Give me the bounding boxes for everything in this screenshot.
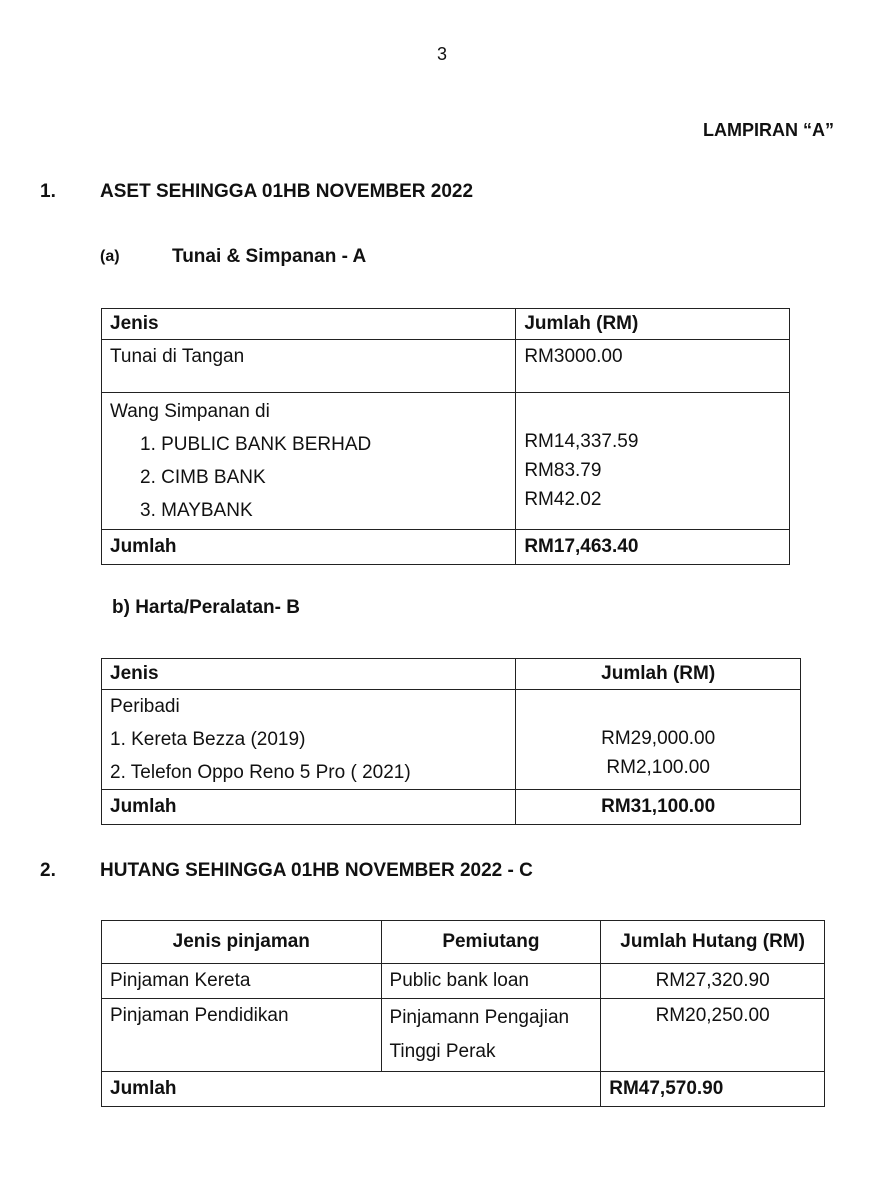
asset-item: 2. Telefon Oppo Reno 5 Pro ( 2021): [110, 762, 411, 783]
bank-amount: RM14,337.59: [524, 431, 639, 452]
table-b-total-label: Jumlah: [102, 790, 516, 825]
asset-amount: RM29,000.00: [601, 728, 716, 749]
items-cell: [102, 690, 516, 790]
asset-amount: RM2,100.00: [606, 757, 710, 778]
bank-amount: RM83.79: [524, 460, 602, 481]
sub-a-label: (a): [100, 248, 120, 265]
savings-amounts-cell: [516, 393, 790, 530]
loan-type: Pinjaman Kereta: [102, 964, 382, 999]
table-c-header-jenis: Jenis pinjaman: [102, 921, 382, 964]
table-c-header-pemiutang: Pemiutang: [381, 921, 601, 964]
table-c-header-jumlah: Jumlah Hutang (RM): [601, 921, 825, 964]
table-harta-peralatan: [101, 658, 801, 825]
items-amounts-cell: [516, 690, 801, 790]
savings-label: Wang Simpanan di: [110, 401, 270, 422]
table-tunai-simpanan: [101, 308, 790, 565]
table-row: [102, 999, 825, 1072]
table-b-header-jumlah: Jumlah (RM): [516, 659, 801, 690]
loan-type: Pinjaman Pendidikan: [102, 999, 382, 1072]
table-b-total-row: [102, 790, 801, 825]
table-c-total-row: [102, 1072, 825, 1107]
table-c-total-value: RM47,570.90: [601, 1072, 825, 1107]
section-2-title: HUTANG SEHINGGA 01HB NOVEMBER 2022 - C: [100, 860, 533, 881]
asset-item: 1. Kereta Bezza (2019): [110, 729, 306, 750]
table-b-total-value: RM31,100.00: [516, 790, 801, 825]
creditor-line: Tinggi Perak: [389, 1041, 496, 1062]
table-hutang: [101, 920, 825, 1107]
loan-creditor: [381, 999, 601, 1072]
cash-label: Tunai di Tangan: [102, 340, 516, 393]
table-c-header-row: [102, 921, 825, 964]
loan-amount: RM20,250.00: [601, 999, 825, 1072]
table-row: [102, 964, 825, 999]
section-1-number: 1.: [40, 181, 56, 202]
cash-value: RM3000.00: [516, 340, 790, 393]
table-a-header-row: [102, 309, 790, 340]
section-1-title: ASET SEHINGGA 01HB NOVEMBER 2022: [100, 181, 474, 202]
creditor-line: Pinjamann Pengajian: [389, 1007, 570, 1028]
bank-item: 2. CIMB BANK: [140, 467, 266, 488]
page-number: 3: [436, 44, 447, 64]
table-a-header-jenis: Jenis: [102, 309, 516, 340]
table-a-total-value: RM17,463.40: [516, 530, 790, 565]
group-label: Peribadi: [110, 696, 180, 717]
savings-cell: [102, 393, 516, 530]
lampiran-label: LAMPIRAN “A”: [703, 120, 834, 140]
bank-item: 1. PUBLIC BANK BERHAD: [140, 434, 372, 455]
table-a-header-jumlah: Jumlah (RM): [516, 309, 790, 340]
loan-amount: RM27,320.90: [601, 964, 825, 999]
table-a-row-cash: [102, 340, 790, 393]
sub-a-title: Tunai & Simpanan - A: [172, 246, 367, 267]
table-c-total-label: Jumlah: [102, 1072, 601, 1107]
bank-item: 3. MAYBANK: [140, 500, 253, 521]
table-b-header-row: [102, 659, 801, 690]
section-2-number: 2.: [40, 860, 56, 881]
table-a-total-row: [102, 530, 790, 565]
table-b-row-items: [102, 690, 801, 790]
table-b-header-jenis: Jenis: [102, 659, 516, 690]
sub-b-title: b) Harta/Peralatan- B: [112, 597, 300, 618]
table-a-total-label: Jumlah: [102, 530, 516, 565]
loan-creditor: Public bank loan: [381, 964, 601, 999]
table-a-row-savings: [102, 393, 790, 530]
bank-amount: RM42.02: [524, 489, 602, 510]
